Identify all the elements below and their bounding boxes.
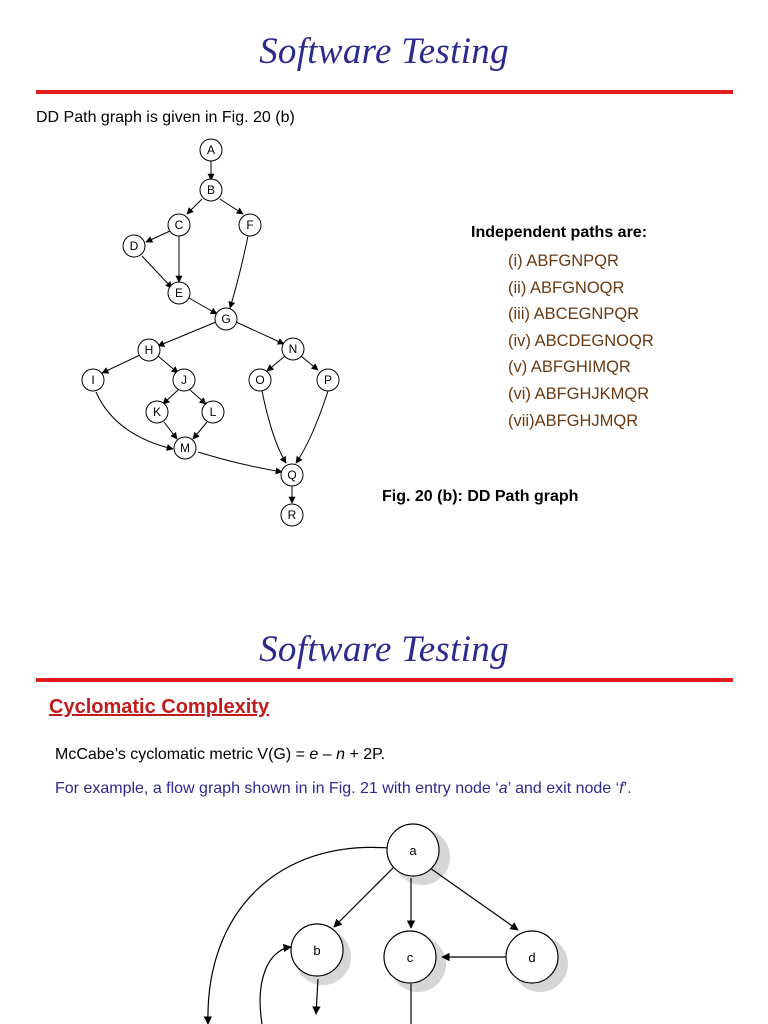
edge-N-P — [301, 356, 318, 370]
node-R-label: R — [287, 508, 297, 522]
node-Q-label: Q — [287, 468, 297, 482]
edge-L-M — [193, 422, 207, 439]
edge-P-Q — [296, 391, 328, 463]
node-D-label: D — [129, 239, 139, 253]
formula-n: n — [336, 746, 346, 763]
slide-title: Software Testing — [259, 31, 509, 72]
example-exit-node: f — [619, 780, 624, 797]
example-part3: ’. — [623, 780, 632, 797]
node-P-label: P — [323, 373, 333, 387]
edge-G-H — [158, 322, 216, 346]
node-G-label: G — [221, 312, 231, 326]
node-L-label: L — [209, 405, 217, 419]
edge-E-G — [189, 298, 217, 314]
path-item: (i) ABFGNPQR — [508, 252, 619, 270]
example-part1: For example, a flow graph shown in in Fig. 21 with entry node ‘ — [55, 780, 499, 797]
node-E-label: E — [174, 286, 184, 300]
path-item: (iii) ABCEGNPQR — [508, 305, 640, 324]
edge-J-K — [163, 390, 178, 404]
edge-a-b — [334, 866, 395, 927]
path-item: (ii) ABFGNOQR — [508, 278, 625, 297]
flow-graph — [0, 600, 768, 1024]
formula-suffix: + 2P. — [345, 746, 386, 763]
path-item: (v) ABFGHIMQR — [508, 358, 631, 377]
slide-cyclomatic-complexity — [0, 600, 768, 1024]
node-K-label: K — [152, 405, 162, 419]
edge-C-D — [146, 231, 170, 242]
edge-B-F — [220, 199, 243, 214]
node-A-label: A — [206, 143, 216, 157]
node-B-label: B — [206, 183, 216, 197]
edge-J-L — [190, 390, 206, 404]
node-b-label: b — [313, 943, 321, 958]
example-part2: ’ and exit node ‘ — [507, 780, 620, 797]
intro-text: DD Path graph is given in Fig. 20 (b) — [36, 109, 295, 126]
edge-H-J — [158, 356, 178, 373]
path-item: (vi) ABFGHJKMQR — [508, 384, 650, 403]
formula-minus: – — [318, 746, 337, 763]
independent-paths-list — [508, 248, 654, 434]
edge-N-O — [267, 356, 285, 371]
figure-caption: Fig. 20 (b): DD Path graph — [382, 488, 579, 505]
node-c-label: c — [406, 950, 414, 965]
node-a-label: a — [409, 843, 417, 858]
edge-D-E — [142, 256, 172, 288]
node-F-label: F — [246, 218, 254, 232]
node-O-label: O — [255, 373, 265, 387]
edge-H-I — [102, 355, 140, 373]
formula-e: e — [309, 746, 319, 763]
path-item: (iv) ABCDEGNOQR — [508, 331, 654, 350]
edge-back-to-b — [260, 947, 291, 1024]
edge-F-G — [230, 236, 248, 308]
path-item: (vii)ABFGHJMQR — [508, 411, 639, 430]
node-N-label: N — [288, 342, 298, 356]
independent-paths-heading: Independent paths are: — [471, 224, 648, 241]
formula-prefix: McCabe’s cyclomatic metric V(G) = — [55, 746, 310, 763]
node-J-label: J — [181, 373, 187, 387]
node-d-label: d — [528, 950, 536, 965]
edge-O-Q — [262, 391, 286, 463]
edge-a-d — [430, 868, 518, 930]
edge-G-N — [236, 322, 284, 344]
section-heading: Cyclomatic Complexity — [49, 696, 270, 718]
node-I-label: I — [91, 373, 95, 387]
node-H-label: H — [144, 343, 154, 357]
edge-K-M — [164, 422, 177, 439]
edge-M-Q — [198, 452, 282, 472]
node-C-label: C — [174, 218, 184, 232]
example-entry-node: a — [498, 780, 508, 797]
edge-B-C — [187, 199, 202, 214]
slide-title: Software Testing — [259, 629, 509, 670]
node-M-label: M — [180, 441, 190, 455]
